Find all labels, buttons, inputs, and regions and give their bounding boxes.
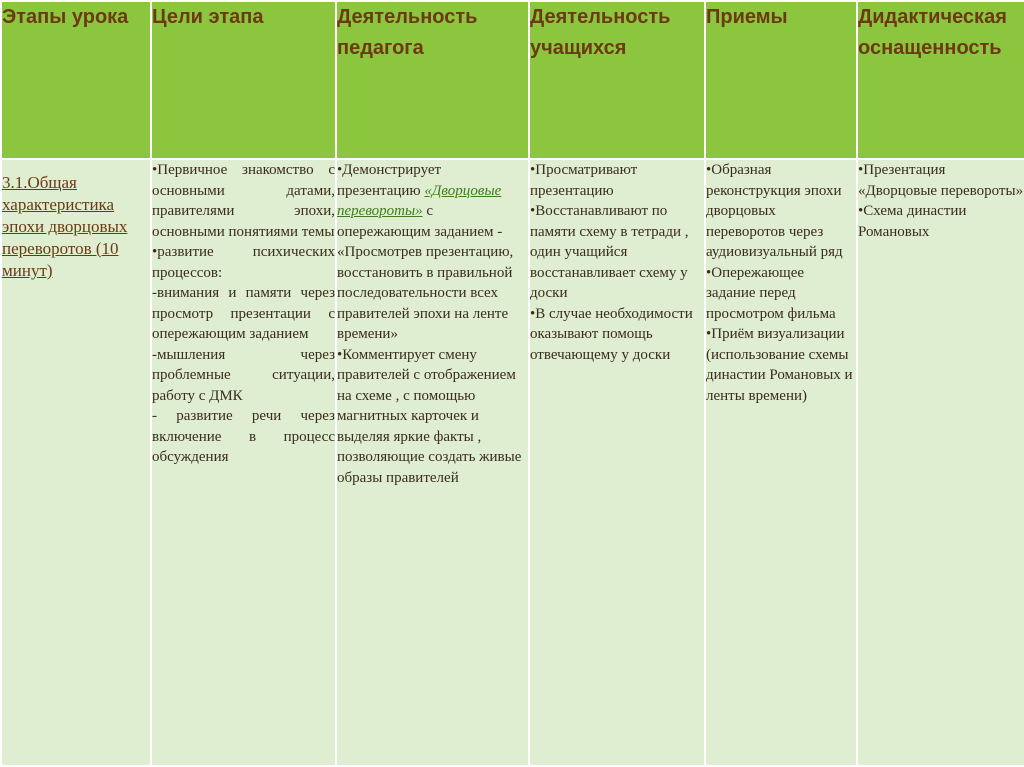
list-item: •Презентация «Дворцовые перевороты» <box>858 162 1024 199</box>
list-item: -мышления через проблемные ситуации, работу с ДМК <box>152 346 335 404</box>
table-row <box>1 159 1024 766</box>
list-item: •Схема династии Романовых <box>858 203 967 240</box>
list-item: •Образная реконструкция эпохи дворцовых переворотов через аудиовизуальный ряд <box>706 162 843 260</box>
student-activity-cell <box>529 159 705 766</box>
teacher-text: •Демонстрирует презентацию <box>337 162 442 199</box>
list-item: •развитие психических процессов: <box>152 244 335 281</box>
teacher-activity-cell <box>336 159 529 766</box>
list-item: - развитие речи через включение в процесс обсуждения <box>152 408 335 465</box>
header-student-activity: Деятельность учащихся <box>529 1 705 159</box>
list-item: •Просматривают презентацию <box>530 162 638 199</box>
list-item: •Комментирует смену правителей с отображением на схеме , с помощью магнитных карточек и выделяя яркие факты , позволяющие создать живые образы правителей <box>337 346 522 486</box>
teacher-text: с опережающим заданием - «Просмотрев презентацию, восстановить в правильной последовательности всех правителей эпохи на ленте времени» <box>337 203 514 342</box>
list-item: -внимания и памяти через просмотр презентации с опережающим заданием <box>152 285 335 342</box>
goals-cell <box>151 159 336 766</box>
header-goals: Цели этапа <box>151 1 336 159</box>
header-stages: Этапы урока <box>1 1 151 159</box>
presentation-link[interactable]: «Дворцовые перевороты» <box>337 182 502 219</box>
stage-text: 3.1.Общая характеристика эпохи дворцовых переворотов (10 минут) <box>2 173 128 280</box>
header-teacher-activity: Деятельность педагога <box>336 1 529 159</box>
equipment-cell <box>857 159 1024 766</box>
list-item: •В случае необходимости оказывают помощь отвечающему у доски <box>530 305 693 363</box>
stage-cell <box>1 159 151 766</box>
techniques-cell <box>705 159 857 766</box>
list-item: •Опережающее задание перед просмотром фильма <box>706 264 836 322</box>
header-row <box>1 1 1024 159</box>
header-techniques: Приемы <box>705 1 857 159</box>
header-didactic-equipment: Дидактическая оснащенность <box>857 1 1024 159</box>
list-item: •Восстанавливают по памяти схему в тетради , один учащийся восстанавливает схему у доски <box>530 203 689 301</box>
list-item: •Первичное знакомство с основными датами, правителями эпохи, основными понятиями темы <box>152 162 335 240</box>
list-item <box>337 160 528 345</box>
list-item: •Приём визуализации (использование схемы династии Романовых и ленты времени) <box>706 326 853 404</box>
